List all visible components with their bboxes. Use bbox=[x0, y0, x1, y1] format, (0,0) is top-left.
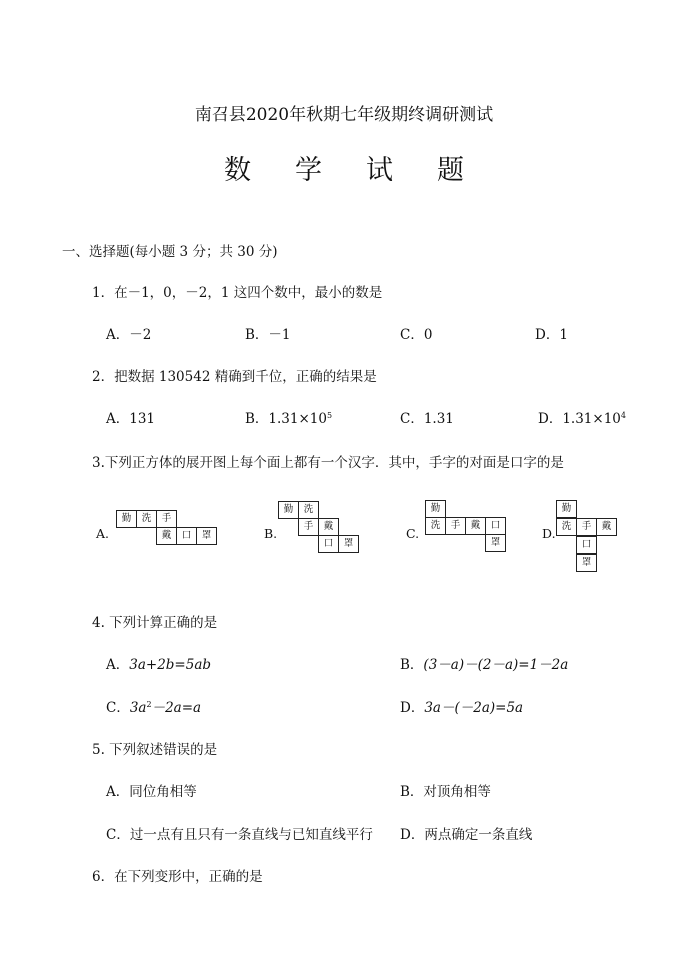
title-char: 学 bbox=[295, 155, 322, 186]
net-cell: 洗 bbox=[298, 501, 319, 519]
q1-option-c: C．0 bbox=[400, 327, 433, 343]
q4-option-c-expr-1: 3a bbox=[129, 700, 147, 716]
q5-option-b: B．对顶角相等 bbox=[400, 784, 491, 800]
section-heading: 一、选择题(每小题 3 分；共 30 分) bbox=[62, 244, 278, 260]
net-cell: 手 bbox=[576, 518, 597, 536]
net-cell: 口 bbox=[176, 527, 197, 545]
title-char: 数 bbox=[224, 155, 251, 186]
q4-option-b bbox=[400, 653, 568, 673]
net-cell: 手 bbox=[156, 510, 177, 528]
q4-option-c-expr-2: －2a=a bbox=[151, 700, 202, 716]
net-cell: 口 bbox=[576, 536, 597, 554]
q4-option-b-expr: (3－a)－(2－a)=1－2a bbox=[423, 657, 569, 673]
net-cell: 戴 bbox=[465, 517, 486, 535]
net-d-label: D. bbox=[542, 526, 556, 541]
net-c-label: C. bbox=[406, 526, 420, 541]
q4-option-a-prefix: A． bbox=[106, 657, 130, 673]
q2-option-d-base: D．1.31×10 bbox=[538, 411, 621, 427]
net-cell: 手 bbox=[298, 518, 319, 536]
net-cell: 勤 bbox=[556, 500, 577, 518]
net-cell: 罩 bbox=[576, 554, 597, 572]
net-cell: 口 bbox=[485, 517, 506, 535]
q4-option-d bbox=[400, 696, 523, 716]
q5-option-d: D．两点确定一条直线 bbox=[400, 827, 533, 843]
q2-option-b bbox=[245, 407, 332, 427]
q4-option-c-prefix: C． bbox=[106, 700, 130, 716]
question-2-stem: 2．把数据 130542 精确到千位，正确的结果是 bbox=[92, 369, 377, 385]
net-cell: 罩 bbox=[485, 534, 506, 552]
net-a-label: A. bbox=[96, 526, 110, 541]
q5-option-c: C．过一点有且只有一条直线与已知直线平行 bbox=[106, 827, 373, 843]
net-b-label: B. bbox=[264, 526, 278, 541]
net-cell: 罩 bbox=[338, 535, 359, 553]
net-cell: 勤 bbox=[278, 501, 299, 519]
net-cell: 戴 bbox=[318, 518, 339, 536]
net-cell: 手 bbox=[445, 517, 466, 535]
q1-option-a: A．－2 bbox=[106, 327, 152, 343]
q4-option-d-expr: 3a－(－2a)=5a bbox=[424, 700, 524, 716]
question-6-stem: 6．在下列变形中，正确的是 bbox=[92, 869, 263, 885]
net-cell: 勤 bbox=[425, 500, 446, 518]
title-char: 试 bbox=[366, 155, 393, 186]
net-cell: 勤 bbox=[116, 510, 137, 528]
net-cell: 洗 bbox=[425, 517, 446, 535]
question-5-stem: 5. 下列叙述错误的是 bbox=[92, 742, 218, 758]
exam-header: 南召县2020年秋期七年级期终调研测试 bbox=[194, 105, 494, 125]
q2-option-d-exponent: 4 bbox=[620, 411, 626, 420]
q2-option-b-exponent: 5 bbox=[326, 411, 333, 420]
q4-option-b-prefix: B． bbox=[400, 657, 424, 673]
q1-option-d: D．1 bbox=[535, 327, 568, 343]
q4-option-d-prefix: D． bbox=[400, 700, 425, 716]
q2-option-b-base: B．1.31×10 bbox=[245, 411, 327, 427]
net-cell: 口 bbox=[318, 535, 339, 553]
q1-option-b: B．－1 bbox=[245, 327, 291, 343]
q5-option-a: A．同位角相等 bbox=[106, 784, 197, 800]
q2-option-a: A．131 bbox=[106, 411, 156, 427]
net-cell: 罩 bbox=[196, 527, 217, 545]
net-cell: 戴 bbox=[596, 518, 617, 536]
q4-option-a-expr: 3a+2b=5ab bbox=[129, 657, 212, 673]
q4-option-a bbox=[106, 653, 211, 673]
q2-option-d bbox=[538, 407, 626, 427]
net-cell: 洗 bbox=[136, 510, 157, 528]
question-1-stem: 1．在－1，0，－2，1 这四个数中，最小的数是 bbox=[92, 285, 383, 301]
question-3-stem: 3.下列正方体的展开图上每个面上都有一个汉字．其中，手字的对面是口字的是 bbox=[92, 455, 564, 471]
net-cell: 洗 bbox=[556, 518, 577, 536]
net-cell: 戴 bbox=[156, 527, 177, 545]
q4-option-c-exponent: 2 bbox=[146, 700, 152, 709]
exam-title bbox=[0, 148, 688, 187]
q2-option-c: C．1.31 bbox=[400, 411, 454, 427]
question-4-stem: 4. 下列计算正确的是 bbox=[92, 615, 218, 631]
title-char: 题 bbox=[437, 155, 464, 186]
q4-option-c bbox=[106, 696, 201, 716]
